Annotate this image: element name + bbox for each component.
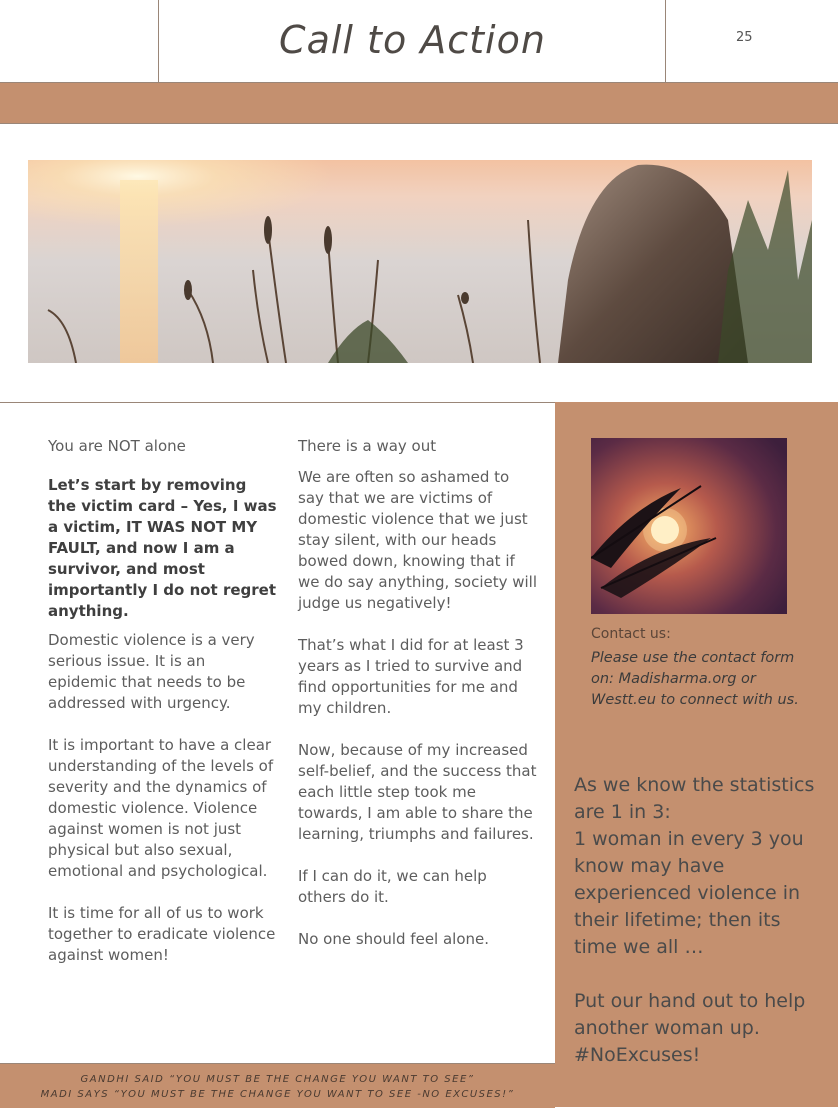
stats-line: Put our hand out to help another woman up. #NoExcuses! <box>574 990 806 1066</box>
paragraph: It is time for all of us to work together to eradicate violence against women! <box>48 904 276 964</box>
paragraph: Now, because of my increased self-belief, and the success that each little step took me towards, I am able to share the learning, triumphs and failures. <box>298 741 537 843</box>
paragraph: If I can do it, we can help others do it. <box>298 867 487 906</box>
header-divider-right <box>665 0 666 82</box>
heading-not-alone: You are NOT alone <box>48 437 186 455</box>
stats-line: 1 woman in every 3 you know may have experienced violence in their lifetime; then its time we all … <box>574 828 804 958</box>
stats-line: As we know the statistics are 1 in 3: <box>574 774 815 823</box>
content-divider <box>0 402 555 403</box>
paragraph: That’s what I did for at least 3 years as I tried to survive and find opportunities for me and my children. <box>298 636 524 717</box>
header-divider-left <box>158 0 159 82</box>
paragraph: Domestic violence is a very serious issue. It is an epidemic that needs to be addressed with urgency. <box>48 631 255 712</box>
footer-band <box>0 1063 555 1108</box>
lead-paragraph: Let’s start by removing the victim card – Yes, I was a victim, IT WAS NOT MY FAULT, and now I am a survivor, and most importantly I do not regret anything. <box>48 476 277 620</box>
column-right <box>298 436 538 971</box>
header-band <box>0 82 838 124</box>
paragraph: It is important to have a clear understanding of the levels of severity and the dynamics of domestic violence. Violence against women is not just physical but also sexual, emotional and psychological. <box>48 736 274 880</box>
paragraph: No one should feel alone. <box>298 930 490 948</box>
feather-sunset-image <box>591 438 787 614</box>
paragraph: We are often so ashamed to say that we are victims of domestic violence that we just stay silent, with our heads bowed down, knowing that if we do say anything, society will judge us negatively! <box>298 468 538 612</box>
page-number: 25 <box>736 30 753 45</box>
page-header <box>0 0 838 82</box>
contact-label: Contact us: <box>591 626 671 642</box>
column-left <box>48 436 278 987</box>
statistics-callout <box>574 772 824 1069</box>
footer-quote-gandhi: GANDHI SAID “YOU MUST BE THE CHANGE YOU WANT TO SEE” <box>80 1074 475 1085</box>
page-title: Call to Action <box>279 18 546 62</box>
footer-quote-madi: MADI SAYS “YOU MUST BE THE CHANGE YOU WANT TO SEE -NO EXCUSES!” <box>40 1089 515 1100</box>
hero-image-sunset-woman <box>28 160 812 363</box>
heading-way-out: There is a way out <box>298 437 437 455</box>
contact-text: Please use the contact form on: Madisharma.org or Westt.eu to connect with us. <box>591 650 799 708</box>
